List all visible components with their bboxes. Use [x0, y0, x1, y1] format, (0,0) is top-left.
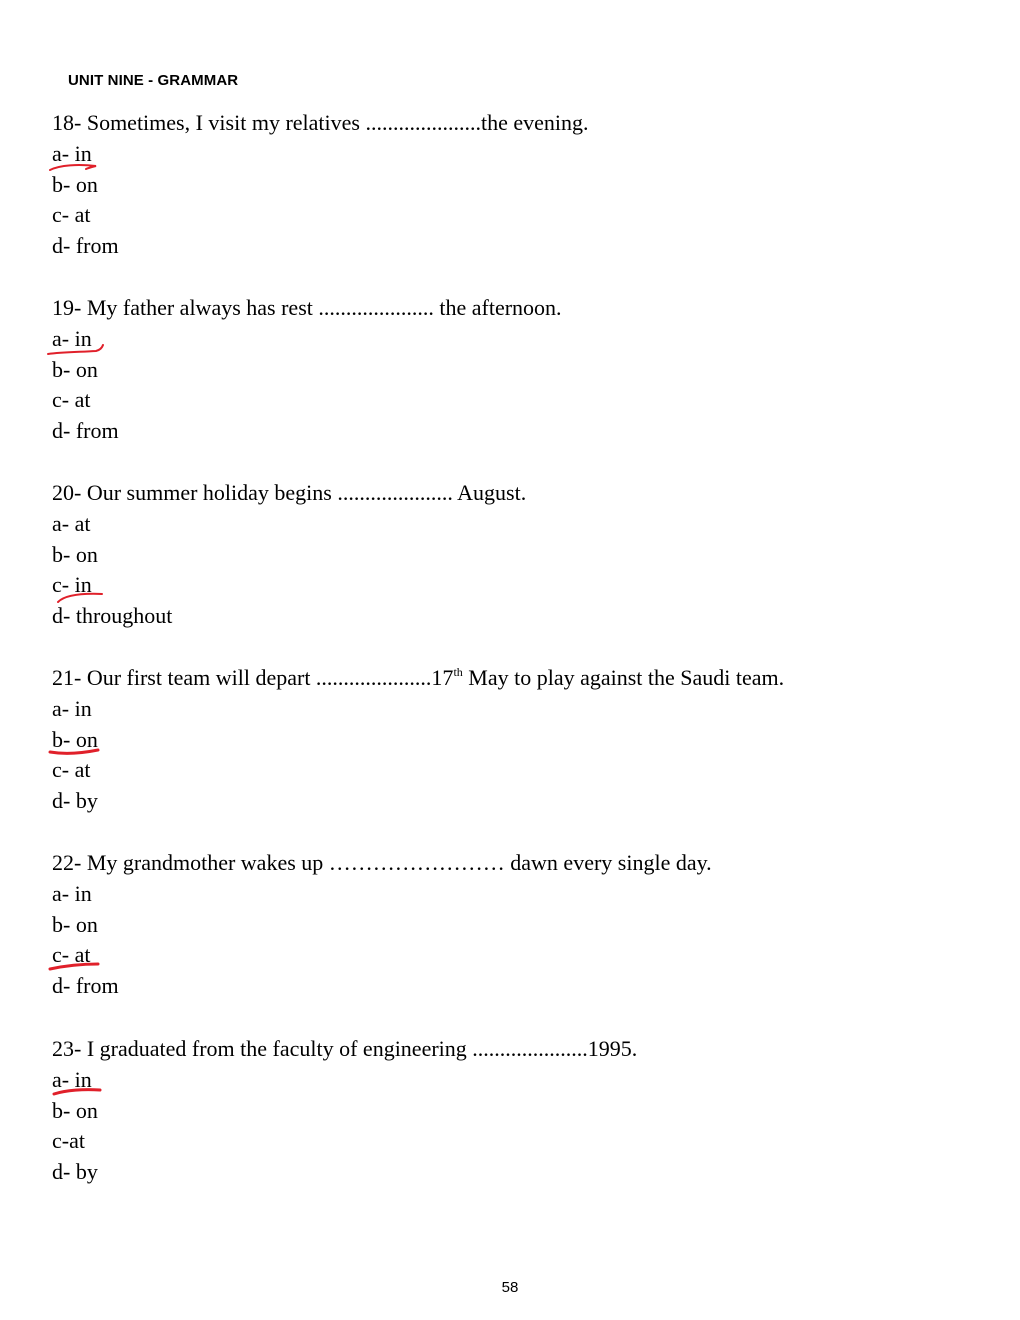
option-c: [52, 570, 526, 601]
option-c: [52, 200, 588, 231]
option-a: [52, 324, 562, 355]
option-label: d- from: [52, 233, 119, 259]
option-b: [52, 170, 588, 201]
question-text: Sometimes, I visit my relatives .....................the evening.: [86, 110, 589, 135]
question-text: Our summer holiday begins ..................... August.: [86, 480, 527, 505]
option-label: a- in: [52, 325, 92, 351]
option-label: b- on: [52, 911, 98, 937]
question-stem: [52, 663, 784, 694]
question-21: [52, 663, 784, 817]
option-d: [52, 231, 588, 262]
question-number: 19-: [52, 295, 82, 320]
question-number: 21-: [52, 665, 82, 690]
option-d: [52, 1157, 637, 1188]
option-b: [52, 1096, 637, 1127]
option-label: c-at: [52, 1128, 85, 1154]
option-c: [52, 1126, 637, 1157]
option-d: [52, 786, 784, 817]
question-18: [52, 108, 588, 262]
option-label: b- on: [52, 356, 98, 382]
option-label: d- by: [52, 1159, 98, 1185]
question-text: My father always has rest ..................... the afternoon.: [86, 295, 562, 320]
option-label: b- on: [52, 171, 98, 197]
question-23: [52, 1034, 637, 1188]
option-b: [52, 725, 784, 756]
question-stem: [52, 848, 712, 879]
option-label: d- from: [52, 418, 119, 444]
option-c: [52, 385, 562, 416]
option-label: a- in: [52, 140, 92, 166]
unit-heading: UNIT NINE - GRAMMAR: [68, 72, 239, 89]
question-stem: [52, 478, 526, 509]
option-a: [52, 139, 588, 170]
question-text: I graduated from the faculty of engineering .....................1995.: [86, 1036, 638, 1061]
option-a: [52, 694, 784, 725]
question-number: 18-: [52, 110, 82, 135]
option-label: c- in: [52, 572, 92, 598]
option-b: [52, 910, 712, 941]
question-text-continued: May to play against the Saudi team.: [462, 665, 785, 690]
option-label: c- at: [52, 387, 91, 413]
question-stem: [52, 293, 562, 324]
option-label: b- on: [52, 726, 98, 752]
option-label: d- from: [52, 973, 119, 999]
question-20: [52, 478, 526, 632]
option-b: [52, 540, 526, 571]
question-text: Our first team will depart .....................17: [86, 665, 454, 690]
option-label: a- in: [52, 1066, 92, 1092]
option-label: d- throughout: [52, 603, 173, 629]
option-label: a- in: [52, 880, 92, 906]
option-a: [52, 879, 712, 910]
question-number: 20-: [52, 480, 82, 505]
option-label: c- at: [52, 942, 91, 968]
option-d: [52, 601, 526, 632]
question-stem: [52, 108, 588, 139]
question-22: [52, 848, 712, 1002]
option-d: [52, 416, 562, 447]
question-text: My grandmother wakes up …………………… dawn every single day.: [86, 850, 712, 875]
option-label: b- on: [52, 541, 98, 567]
option-label: b- on: [52, 1097, 98, 1123]
option-c: [52, 755, 784, 786]
option-label: a- in: [52, 695, 92, 721]
option-label: a- at: [52, 510, 91, 536]
question-stem: [52, 1034, 637, 1065]
option-d: [52, 971, 712, 1002]
question-number: 22-: [52, 850, 82, 875]
option-label: d- by: [52, 788, 98, 814]
ordinal-suffix: th: [453, 665, 463, 679]
option-label: c- at: [52, 757, 91, 783]
page-number: 58: [501, 1279, 519, 1296]
question-19: [52, 293, 562, 447]
option-a: [52, 509, 526, 540]
option-c: [52, 940, 712, 971]
option-b: [52, 355, 562, 386]
question-number: 23-: [52, 1036, 82, 1061]
option-label: c- at: [52, 202, 91, 228]
option-a: [52, 1065, 637, 1096]
